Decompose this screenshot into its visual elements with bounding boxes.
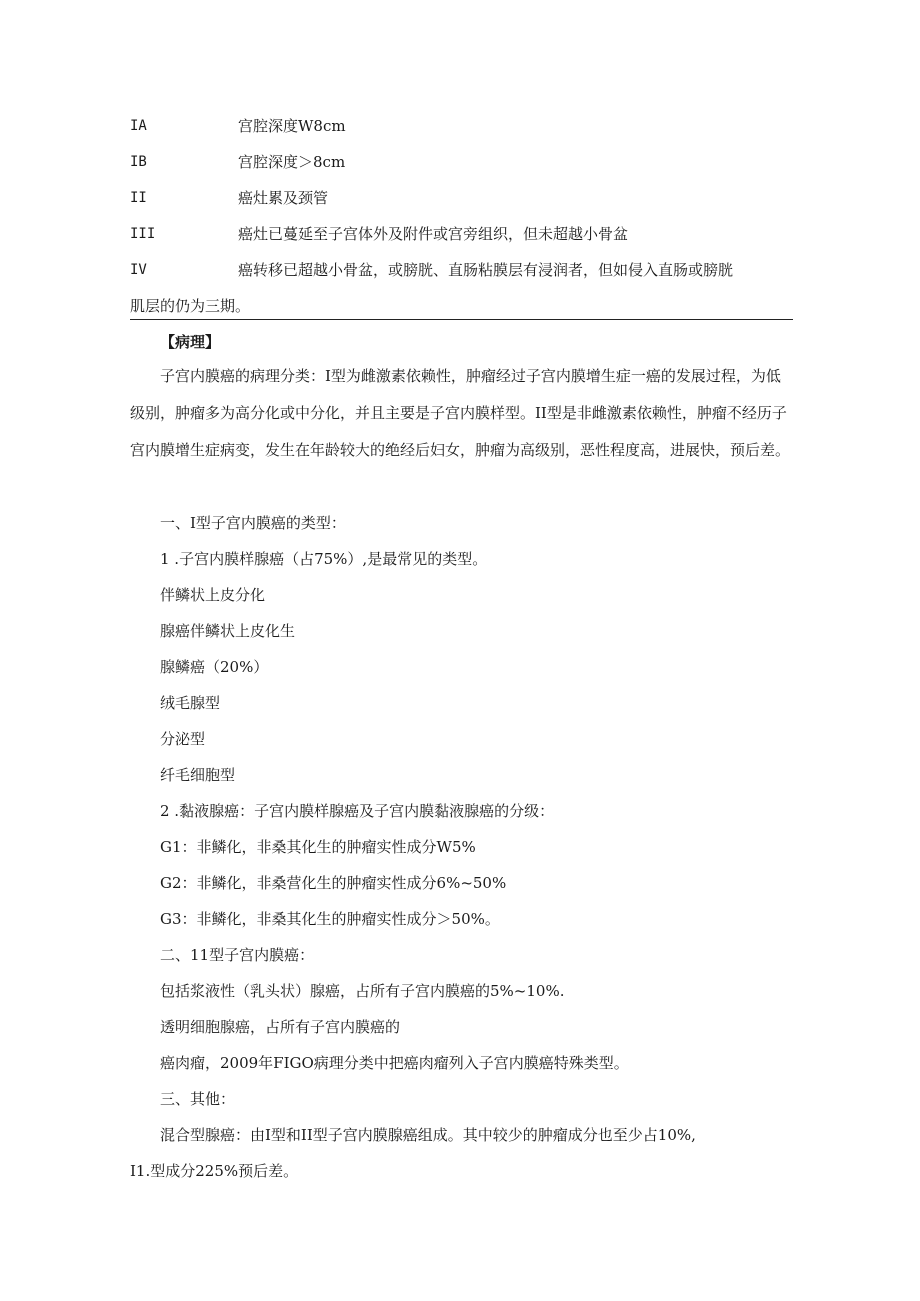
other-heading: 三、其他： — [160, 1090, 236, 1108]
pathology-heading: 【病理】 — [160, 333, 221, 351]
subtype-item: 腺癌伴鳞状上皮化生 — [160, 622, 296, 640]
type2-line: 透明细胞腺癌，占所有子宫内膜癌的 — [160, 1018, 401, 1036]
mixed-type-line-continuation: I1.型成分225%预后差。 — [130, 1162, 299, 1180]
stage-code-ia: IA — [130, 118, 147, 134]
stage-desc-iii: 癌灶已蔓延至子宫体外及附件或宫旁组织，但未超越小骨盆 — [238, 225, 629, 243]
subtype-item: 腺鳞癌（20%） — [160, 658, 269, 676]
type1-heading: 一、I型子宫内膜癌的类型： — [160, 514, 346, 532]
pathology-intro-paragraph: 子宫内膜癌的病理分类：I型为雌激素依赖性，肿瘤经过子宫内膜增生症一癌的发展过程，为低级别，肿瘤多为高分化或中分化，并且主要是子宫内膜样型。II型是非雌激素依赖性，肿瘤不经历子宫内膜增生症病变，发生在年龄较大的绝经后妇女，肿瘤为高级别，恶性程度高，进展快，预后差。 — [130, 367, 791, 459]
type2-line: 包括浆液性（乳头状）腺癌，占所有子宫内膜癌的5%~10%. — [160, 982, 565, 1000]
subtype-item: 分泌型 — [160, 730, 206, 748]
stage-code-iii: III — [130, 226, 156, 242]
stage-code-ii: II — [130, 190, 147, 206]
type1-item2: 2 .黏液腺癌：子宫内膜样腺癌及子宫内膜黏液腺癌的分级： — [160, 802, 555, 820]
mixed-type-line: 混合型腺癌：由I型和II型子宫内膜腺癌组成。其中较少的肿瘤成分也至少占10%, — [160, 1126, 696, 1144]
type2-heading: 二、11型子宫内膜癌： — [160, 946, 315, 964]
type2-line: 癌肉瘤，2009年FIGO病理分类中把癌肉瘤列入子宫内膜癌特殊类型。 — [160, 1054, 629, 1072]
stage-code-iv: IV — [130, 262, 147, 278]
stage-desc-iv: 癌转移已超越小骨盆，或膀胱、直肠粘膜层有浸润者，但如侵入直肠或膀胱 — [238, 261, 734, 279]
stage-desc-ia: 宫腔深度W8cm — [238, 117, 346, 135]
subtype-item: 绒毛腺型 — [160, 694, 221, 712]
subtype-item: 伴鳞状上皮分化 — [160, 586, 266, 604]
stage-desc-ib: 宫腔深度＞8cm — [238, 153, 346, 171]
grade-item: G3：非鳞化，非桑其化生的肿瘤实性成分＞50%。 — [160, 910, 500, 928]
table-bottom-rule — [130, 319, 793, 320]
stage-desc-ii: 癌灶累及颈管 — [238, 189, 329, 207]
stage-iv-continuation: 肌层的仍为三期。 — [130, 297, 251, 315]
grade-item: G2：非鳞化，非桑营化生的肿瘤实性成分6%~50% — [160, 874, 507, 892]
grade-item: G1：非鳞化，非桑其化生的肿瘤实性成分W5% — [160, 838, 476, 856]
type1-item1: 1 .子宫内膜样腺癌（占75%）,是最常见的类型。 — [160, 550, 488, 568]
stage-code-ib: IB — [130, 154, 147, 170]
subtype-item: 纤毛细胞型 — [160, 766, 236, 784]
